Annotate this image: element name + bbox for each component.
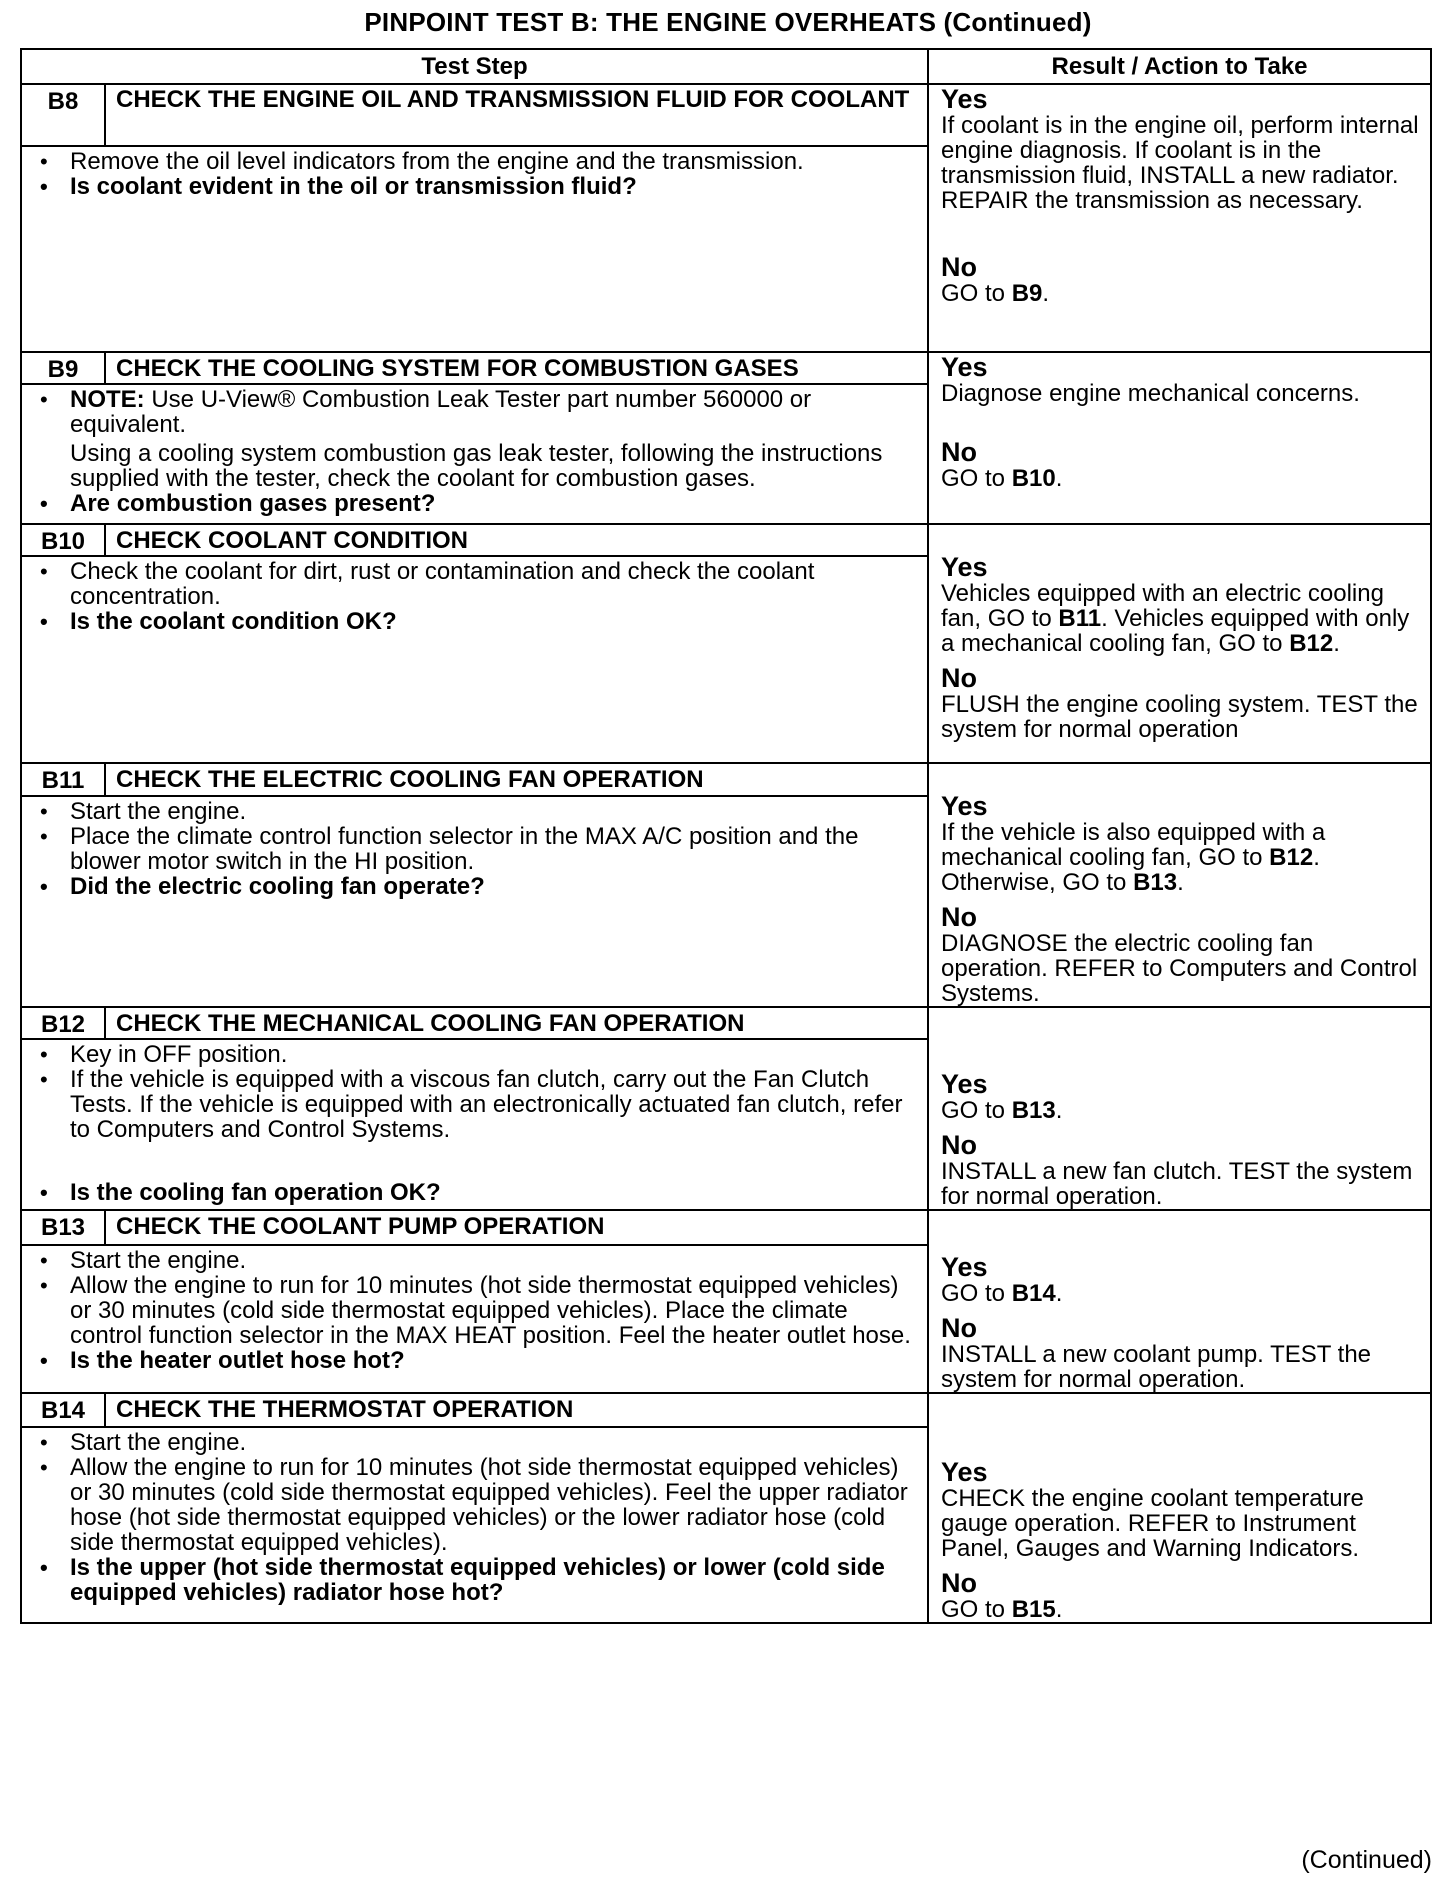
step-b8-head-row: [21, 84, 1431, 146]
step-b13-bullet: • Allow the engine to run for 10 minutes (hot side thermostat equipped vehicles) or 30 minutes (cold side thermostat equipped vehicles). Place the climate control function selector in the MAX HEAT position. Feel the heater outlet hose.: [32, 1273, 917, 1348]
step-b9-note: • NOTE: Use U-View® Combustion Leak Tester part number 560000 or equivalent.: [32, 387, 917, 437]
step-b12-result: [928, 1007, 1431, 1210]
step-b8-body: [21, 146, 928, 352]
yes-label: Yes: [941, 84, 988, 114]
step-b14-bullet: • Start the engine.: [32, 1430, 917, 1455]
step-b12-body: [21, 1039, 928, 1210]
step-b9-question: • Are combustion gases present?: [32, 491, 917, 516]
no-label: No: [941, 1568, 977, 1598]
step-b14-id: B14: [21, 1393, 105, 1427]
step-b10-question: • Is the coolant condition OK?: [32, 609, 917, 634]
step-b9-body: [21, 384, 928, 524]
step-b14-bullet: • Allow the engine to run for 10 minutes (hot side thermostat equipped vehicles) or 30 minutes (cold side thermostat equipped vehicles). Feel the upper radiator hose (hot side thermostat equipped vehicles) or the lower radiator hose (cold side thermostat equipped vehicles).: [32, 1455, 917, 1555]
step-b13-head-row: [21, 1210, 1431, 1245]
step-b11-id: B11: [21, 763, 105, 796]
no-label: No: [941, 252, 977, 282]
step-b11-bullet: • Start the engine.: [32, 799, 917, 824]
step-ref-link: B12: [1269, 844, 1314, 871]
step-b10-yes-text: Vehicles equipped with an electric cooling fan, GO to B11. Vehicles equipped with only a mechanical cooling fan, GO to B12.: [941, 580, 1410, 657]
step-b14-no-text: GO to B15.: [941, 1596, 1063, 1623]
no-label: No: [941, 1130, 977, 1160]
continued-footer: (Continued): [1301, 1846, 1432, 1874]
step-b9-no-text: GO to B10.: [941, 465, 1063, 492]
step-b14-question: • Is the upper (hot side thermostat equipped vehicles) or lower (cold side equipped vehicles) radiator hose hot?: [32, 1555, 917, 1605]
step-b8-result: [928, 84, 1431, 352]
no-label: No: [941, 1313, 977, 1343]
step-b9-result: [928, 352, 1431, 524]
step-b11-body: [21, 796, 928, 1007]
step-b10-head-row: [21, 524, 1431, 556]
step-b14-head-row: [21, 1393, 1431, 1427]
step-b12-yes-text: GO to B13.: [941, 1097, 1063, 1124]
step-b8-title: CHECK THE ENGINE OIL AND TRANSMISSION FLUID FOR COOLANT: [105, 84, 928, 146]
step-ref-link: B13: [1133, 869, 1178, 896]
step-b13-bullet: • Start the engine.: [32, 1248, 917, 1273]
step-b13-body: [21, 1245, 928, 1393]
no-label: No: [941, 437, 977, 467]
step-b12-head-row: [21, 1007, 1431, 1039]
step-b8-id: B8: [21, 84, 105, 146]
test-step-header: Test Step: [21, 49, 928, 84]
step-b8-bullet: • Remove the oil level indicators from the engine and the transmission.: [32, 149, 917, 174]
step-ref-link: B14: [1011, 1280, 1056, 1307]
table-header-row: [21, 49, 1431, 84]
step-b11-yes-text: If the vehicle is also equipped with a mechanical cooling fan, GO to B12. Otherwise, GO to B13.: [941, 819, 1326, 896]
step-b10-id: B10: [21, 524, 105, 556]
yes-label: Yes: [941, 1457, 988, 1487]
step-b11-result: [928, 763, 1431, 1007]
step-b8-question: • Is coolant evident in the oil or transmission fluid?: [32, 174, 917, 199]
yes-label: Yes: [941, 552, 988, 582]
step-ref-link: B11: [1058, 605, 1102, 632]
page-title: PINPOINT TEST B: THE ENGINE OVERHEATS (Continued): [364, 7, 1092, 37]
yes-label: Yes: [941, 1252, 988, 1282]
step-b11-no-text: DIAGNOSE the electric cooling fan operation. REFER to Computers and Control Systems.: [941, 930, 1418, 1007]
yes-label: Yes: [941, 791, 988, 821]
step-b13-no-text: INSTALL a new coolant pump. TEST the system for normal operation.: [941, 1341, 1372, 1393]
yes-label: Yes: [941, 1069, 988, 1099]
step-b11-head-row: [21, 763, 1431, 796]
step-b14-body: [21, 1427, 928, 1623]
step-ref-link: B13: [1011, 1097, 1056, 1124]
step-b10-no-text: FLUSH the engine cooling system. TEST the system for normal operation: [941, 691, 1418, 743]
step-b9-head-row: [21, 352, 1431, 384]
step-b12-question: • Is the cooling fan operation OK?: [32, 1180, 917, 1205]
pinpoint-test-table: [20, 48, 1432, 1624]
step-b10-result: [928, 524, 1431, 763]
result-header: Result / Action to Take: [928, 49, 1431, 84]
no-label: No: [941, 663, 977, 693]
step-ref-link: B10: [1011, 465, 1056, 492]
step-b9-instruction: Using a cooling system combustion gas leak tester, following the instructions supplied with the tester, check the coolant for combustion gases.: [70, 440, 883, 492]
step-b13-result: [928, 1210, 1431, 1393]
note-label: NOTE:: [70, 386, 145, 413]
step-b14-yes-text: CHECK the engine coolant temperature gauge operation. REFER to Instrument Panel, Gauges and Warning Indicators.: [941, 1485, 1364, 1562]
step-ref-link: B15: [1011, 1596, 1056, 1623]
step-b11-bullet: • Place the climate control function selector in the MAX A/C position and the blower motor switch in the HI position.: [32, 824, 917, 874]
step-ref-link: B12: [1289, 630, 1334, 657]
step-b8-no-text: GO to B9.: [941, 280, 1050, 307]
step-b10-bullet: • Check the coolant for dirt, rust or contamination and check the coolant concentration.: [32, 559, 917, 609]
step-b14-result: [928, 1393, 1431, 1623]
step-b12-bullet: • Key in OFF position.: [32, 1042, 917, 1067]
step-b10-title: CHECK COOLANT CONDITION: [105, 524, 928, 556]
step-b12-bullet: • If the vehicle is equipped with a viscous fan clutch, carry out the Fan Clutch Tests. If the vehicle is equipped with an electronically actuated fan clutch, refer to Computers and Control Systems.: [32, 1067, 917, 1142]
step-b10-body: [21, 556, 928, 763]
step-b14-title: CHECK THE THERMOSTAT OPERATION: [105, 1393, 928, 1427]
step-b11-question: • Did the electric cooling fan operate?: [32, 874, 917, 899]
step-b9-title: CHECK THE COOLING SYSTEM FOR COMBUSTION GASES: [105, 352, 928, 384]
step-b12-id: B12: [21, 1007, 105, 1039]
step-ref-link: B9: [1011, 280, 1043, 307]
step-b13-yes-text: GO to B14.: [941, 1280, 1063, 1307]
step-b8-yes-text: If coolant is in the engine oil, perform internal engine diagnosis. If coolant is in the transmission fluid, INSTALL a new radiator. REPAIR the transmission as necessary.: [941, 112, 1419, 214]
step-b13-title: CHECK THE COOLANT PUMP OPERATION: [105, 1210, 928, 1245]
step-b9-yes-text: Diagnose engine mechanical concerns.: [941, 380, 1360, 407]
step-b13-id: B13: [21, 1210, 105, 1245]
step-b11-title: CHECK THE ELECTRIC COOLING FAN OPERATION: [105, 763, 928, 796]
step-b13-question: • Is the heater outlet hose hot?: [32, 1348, 917, 1373]
yes-label: Yes: [941, 352, 988, 382]
step-b12-title: CHECK THE MECHANICAL COOLING FAN OPERATION: [105, 1007, 928, 1039]
step-b9-id: B9: [21, 352, 105, 384]
step-b12-no-text: INSTALL a new fan clutch. TEST the system for normal operation.: [941, 1158, 1413, 1210]
no-label: No: [941, 902, 977, 932]
